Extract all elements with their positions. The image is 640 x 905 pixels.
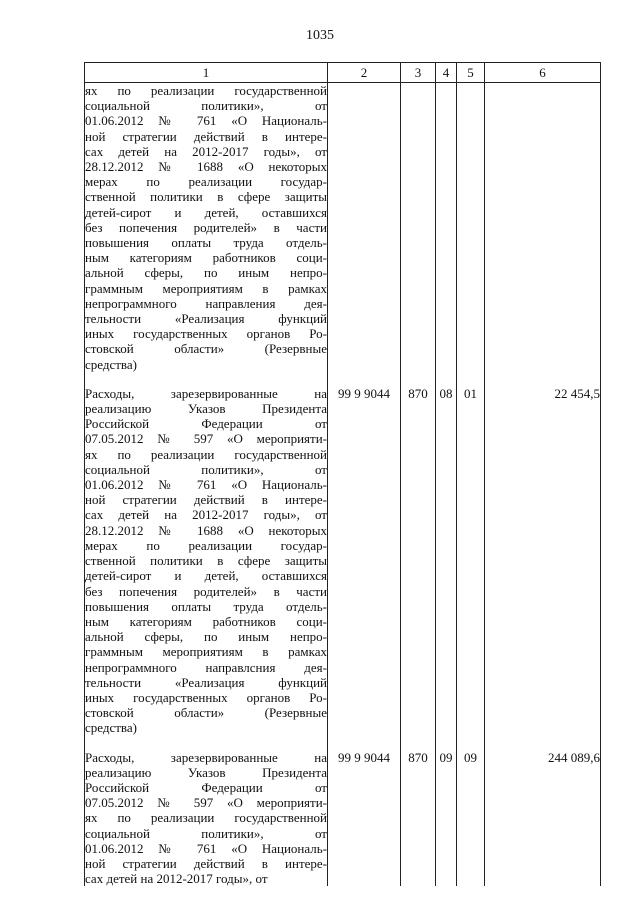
spacer-cell: [85, 372, 328, 386]
row-amount: 244 089,6: [485, 750, 601, 887]
description-line: средства): [85, 720, 137, 736]
header-col-3: 3: [401, 63, 436, 83]
description-line: социальной политики», от: [85, 461, 327, 477]
description-line: социальной политики», от: [85, 98, 327, 114]
description-line: реализацию Указов Президента: [85, 764, 327, 780]
row-section: 09: [436, 750, 457, 887]
spacer-cell: [401, 372, 436, 386]
spacer-cell: [485, 372, 601, 386]
description-line: мерах по реализации государ-: [85, 174, 327, 190]
header-col-2: 2: [328, 63, 401, 83]
description-line: социальной политики», от: [85, 825, 327, 841]
description-line: средства): [85, 356, 137, 372]
spacer-cell: [436, 736, 457, 750]
description-line: сах детей на 2012-2017 годы», от: [85, 507, 327, 523]
row-spacer: [85, 736, 601, 750]
header-col-6: 6: [485, 63, 601, 83]
row-amount: [485, 83, 601, 372]
row-subsection: 01: [457, 386, 485, 736]
row-subsection: 09: [457, 750, 485, 887]
description-line: непрограммного направлсния дея-: [85, 659, 327, 675]
budget-table: [84, 62, 601, 886]
spacer-cell: [85, 736, 328, 750]
description-line: Расходы, зарезервированные на: [85, 385, 327, 401]
description-line: 28.12.2012 № 1688 «О некоторых: [85, 159, 327, 175]
table-row: [85, 83, 601, 372]
description-line: без попечения родителей» в части: [85, 219, 327, 235]
description-line: тельности «Реализация функций: [85, 674, 327, 690]
description-line: граммным мероприятиям в рамках: [85, 644, 327, 660]
description-line: стовской области» (Резервные: [85, 341, 327, 357]
description-line: реализацию Указов Президента: [85, 401, 327, 417]
description-line: 01.06.2012 № 761 «О Националь-: [85, 840, 327, 856]
row-expense-type: [401, 83, 436, 372]
description-line: 28.12.2012 № 1688 «О некоторых: [85, 522, 327, 538]
row-target-article: [328, 83, 401, 372]
description-line: ях по реализации государственной: [85, 810, 327, 826]
description-line: непрограммного направления дея-: [85, 295, 327, 311]
spacer-cell: [457, 736, 485, 750]
spacer-cell: [401, 736, 436, 750]
description-line: Российской Федерации от: [85, 416, 327, 432]
table-row: [85, 750, 601, 887]
row-amount: 22 454,5: [485, 386, 601, 736]
description-line: ной стратегии действий в интере-: [85, 855, 327, 871]
description-line: альной сферы, по иным непро-: [85, 265, 327, 281]
header-row: [85, 63, 601, 83]
description-line: сах детей на 2012-2017 годы», от: [85, 143, 327, 159]
description-line: мерах по реализации государ-: [85, 537, 327, 553]
description-line: 01.06.2012 № 761 «О Националь-: [85, 477, 327, 493]
row-description: [85, 386, 328, 736]
description-line: иных государственных органов Ро-: [85, 326, 327, 342]
row-target-article: 99 9 9044: [328, 750, 401, 887]
description-line: тельности «Реализация функций: [85, 311, 327, 327]
description-line: ственной политики в сфере защиты: [85, 189, 327, 205]
description-line: ственной политики в сфере защиты: [85, 553, 327, 569]
description-line: 07.05.2012 № 597 «О мероприяти-: [85, 795, 327, 811]
description-line: повышения оплаты труда отдель-: [85, 235, 327, 251]
spacer-cell: [485, 736, 601, 750]
description-line: 01.06.2012 № 761 «О Националь-: [85, 113, 327, 129]
table-row: [85, 386, 601, 736]
header-col-5: 5: [457, 63, 485, 83]
spacer-cell: [457, 372, 485, 386]
description-line: ях по реализации государственной: [85, 83, 327, 98]
description-line: Расходы, зарезервированные на: [85, 749, 327, 765]
header-col-1: 1: [85, 63, 328, 83]
description-line: детей-сирот и детей, оставшихся: [85, 204, 327, 220]
row-section: 08: [436, 386, 457, 736]
row-target-article: 99 9 9044: [328, 386, 401, 736]
spacer-cell: [436, 372, 457, 386]
spacer-cell: [328, 372, 401, 386]
description-line: ным категориям работников соци-: [85, 613, 327, 629]
description-line: повышения оплаты труда отдель-: [85, 598, 327, 614]
row-description: [85, 83, 328, 372]
page-number: 1035: [306, 28, 334, 43]
description-line: 07.05.2012 № 597 «О мероприяти-: [85, 431, 327, 447]
description-line: без попечения родителей» в части: [85, 583, 327, 599]
description-line: альной сферы, по иным непро-: [85, 629, 327, 645]
row-expense-type: 870: [401, 386, 436, 736]
description-line: детей-сирот и детей, оставшихся: [85, 568, 327, 584]
description-line: стовской области» (Резервные: [85, 705, 327, 721]
description-line: ным категориям работников соци-: [85, 250, 327, 266]
description-line: иных государственных органов Ро-: [85, 689, 327, 705]
description-line: сах детей на 2012-2017 годы», от: [85, 871, 268, 887]
description-line: ной стратегии действий в интере-: [85, 128, 327, 144]
spacer-cell: [328, 736, 401, 750]
header-col-4: 4: [436, 63, 457, 83]
description-line: ной стратегии действий в интере-: [85, 492, 327, 508]
description-line: Российской Федерации от: [85, 779, 327, 795]
row-expense-type: 870: [401, 750, 436, 887]
row-subsection: [457, 83, 485, 372]
description-line: граммным мероприятиям в рамках: [85, 280, 327, 296]
description-line: ях по реализации государственной: [85, 446, 327, 462]
row-section: [436, 83, 457, 372]
row-description: [85, 750, 328, 887]
row-spacer: [85, 372, 601, 386]
